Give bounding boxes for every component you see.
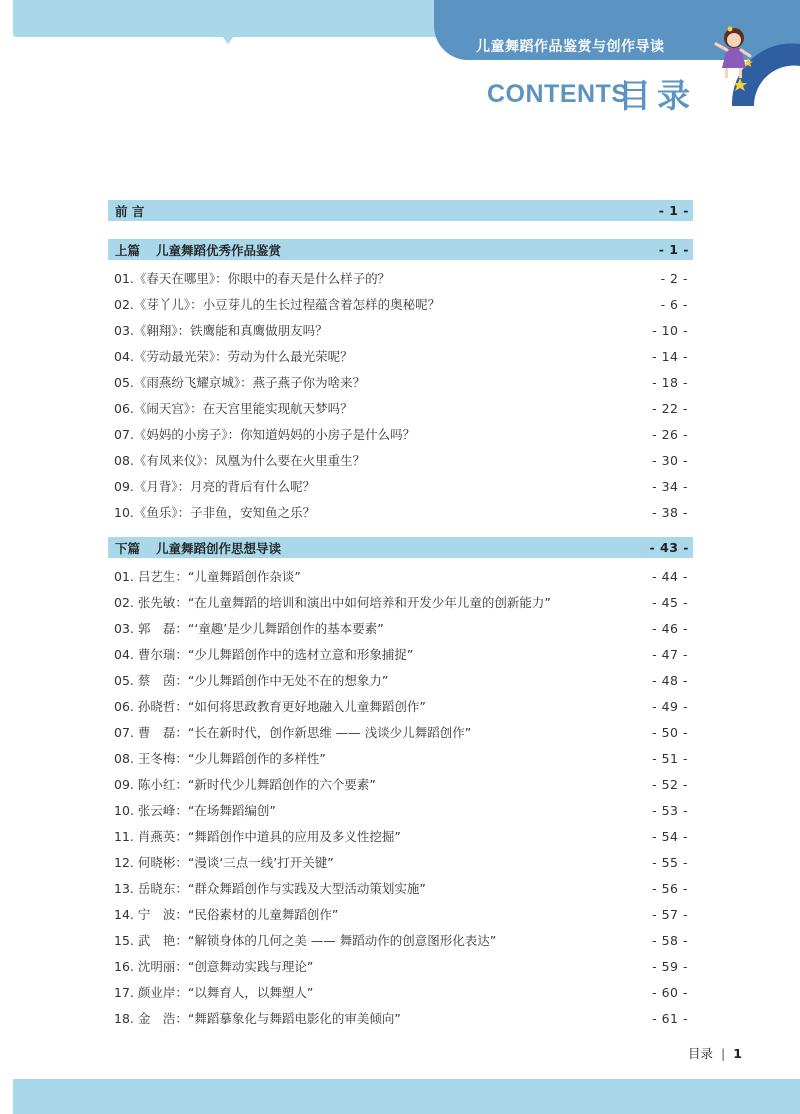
toc-entry-title: 02.《芽丫儿》：小豆芽儿的生长过程蕴含着怎样的奥秘呢？ [114, 297, 441, 312]
toc-preface-label: 前 言 [115, 203, 145, 219]
toc-entry-title: 04.《劳动最光荣》：劳动为什么最光荣呢？ [114, 349, 353, 364]
toc-entry-page: - 55 - [652, 854, 688, 870]
toc-entry[interactable] [108, 317, 693, 343]
toc-entry-title: 16. 沈明丽：“创意舞动实践与理论” [114, 959, 314, 974]
toc-preface-row[interactable] [108, 200, 693, 221]
toc-entry-page: - 60 - [652, 984, 688, 1000]
toc-entry-title: 05. 蔡 茵：“少儿舞蹈创作中无处不在的想象力” [114, 673, 389, 688]
page-footer [688, 1044, 742, 1062]
toc-entry[interactable] [108, 771, 693, 797]
toc-entry-page: - 54 - [652, 828, 688, 844]
toc-entry[interactable] [108, 589, 693, 615]
toc-entry[interactable] [108, 369, 693, 395]
toc-entry-title: 07. 曹 磊：“长在新时代，创作新思维 —— 浅谈少儿舞蹈创作” [114, 725, 472, 740]
toc-entry-title: 01.《春天在哪里》：你眼中的春天是什么样子的？ [114, 271, 391, 286]
toc-entry[interactable] [108, 563, 693, 589]
toc-entry-page: - 6 - [660, 296, 688, 312]
toc-entry[interactable] [108, 447, 693, 473]
toc-entry-title: 08. 王冬梅：“少儿舞蹈创作的多样性” [114, 751, 326, 766]
toc-entry-title: 17. 颜业岸：“以舞育人，以舞塑人” [114, 985, 314, 1000]
toc-part2-page: - 43 - [649, 540, 689, 555]
rainbow-girl-illustration [710, 26, 800, 106]
toc-entry-title: 06.《闹天宫》：在天宫里能实现航天梦吗？ [114, 401, 353, 416]
toc-part2-header[interactable] [108, 537, 693, 558]
toc-part1-page: - 1 - [658, 242, 689, 257]
toc-entry-page: - 30 - [652, 452, 688, 468]
footer-page-number: 1 [733, 1046, 742, 1061]
toc-entry-page: - 57 - [652, 906, 688, 922]
toc-entry-title: 14. 宁 波：“民俗素材的儿童舞蹈创作” [114, 907, 339, 922]
toc-entry-page: - 34 - [652, 478, 688, 494]
toc-entry-page: - 26 - [652, 426, 688, 442]
toc-entry-page: - 14 - [652, 348, 688, 364]
toc-entry-title: 09.《月背》：月亮的背后有什么呢？ [114, 479, 316, 494]
toc-entry-title: 08.《有凤来仪》：凤凰为什么要在火里重生？ [114, 453, 366, 468]
toc-entry[interactable] [108, 745, 693, 771]
toc-part2-title: 儿童舞蹈创作思想导读 [156, 540, 282, 556]
toc-part1-header[interactable] [108, 239, 693, 260]
toc-entry[interactable] [108, 421, 693, 447]
toc-entry-page: - 56 - [652, 880, 688, 896]
toc-entry-title: 03.《翱翔》：铁鹰能和真鹰做朋友吗？ [114, 323, 328, 338]
toc-entry-page: - 50 - [652, 724, 688, 740]
toc-part1-prefix: 上篇 [115, 242, 141, 258]
toc-entry-page: - 44 - [652, 568, 688, 584]
table-of-contents [108, 200, 693, 1031]
toc-entry-page: - 49 - [652, 698, 688, 714]
toc-entry[interactable] [108, 615, 693, 641]
toc-entry-title: 10. 张云峰：“在场舞蹈编创” [114, 803, 276, 818]
toc-entry-title: 13. 岳晓东：“群众舞蹈创作与实践及大型活动策划实施” [114, 881, 426, 896]
toc-entry[interactable] [108, 719, 693, 745]
toc-entry-page: - 45 - [652, 594, 688, 610]
toc-entry[interactable] [108, 979, 693, 1005]
toc-part1-title: 儿童舞蹈优秀作品鉴赏 [156, 242, 282, 258]
toc-entry[interactable] [108, 499, 693, 525]
toc-entry-title: 10.《鱼乐》：子非鱼，安知鱼之乐？ [114, 505, 316, 520]
toc-entry-page: - 47 - [652, 646, 688, 662]
toc-entry-page: - 46 - [652, 620, 688, 636]
toc-entry[interactable] [108, 927, 693, 953]
toc-entry[interactable] [108, 473, 693, 499]
toc-entry-title: 05.《雨燕纷飞耀京城》：燕子燕子你为啥来？ [114, 375, 366, 390]
toc-entry[interactable] [108, 875, 693, 901]
toc-entry-title: 09. 陈小红：“新时代少儿舞蹈创作的六个要素” [114, 777, 376, 792]
toc-entry-title: 03. 郭 磊：“‘童趣’是少儿舞蹈创作的基本要素” [114, 621, 384, 636]
toc-entry[interactable] [108, 901, 693, 927]
contents-heading-zh: 目录 [618, 76, 696, 115]
book-title: 儿童舞蹈作品鉴赏与创作导读 [476, 39, 665, 55]
toc-entry-page: - 58 - [652, 932, 688, 948]
toc-entry-title: 15. 武 艳：“解锁身体的几何之美 —— 舞蹈动作的创意图形化表达” [114, 933, 497, 948]
toc-preface-page: - 1 - [658, 203, 689, 218]
footer-separator: | [721, 1046, 726, 1061]
toc-entry-page: - 61 - [652, 1010, 688, 1026]
toc-entry[interactable] [108, 343, 693, 369]
toc-entry-page: - 52 - [652, 776, 688, 792]
toc-entry-title: 11. 肖燕英：“舞蹈创作中道具的应用及多义性挖掘” [114, 829, 401, 844]
contents-heading-en: CONTENTS [487, 80, 629, 108]
toc-entry[interactable] [108, 693, 693, 719]
toc-entry-page: - 53 - [652, 802, 688, 818]
toc-entry-title: 01. 吕艺生：“儿童舞蹈创作杂谈” [114, 569, 301, 584]
footer-band [13, 1079, 800, 1114]
toc-entry-title: 07.《妈妈的小房子》：你知道妈妈的小房子是什么吗？ [114, 427, 416, 442]
toc-entry-page: - 2 - [660, 270, 688, 286]
toc-entry-page: - 10 - [652, 322, 688, 338]
toc-entry-page: - 48 - [652, 672, 688, 688]
toc-entry[interactable] [108, 849, 693, 875]
header-notch [222, 36, 234, 44]
toc-entry-title: 06. 孙晓哲：“如何将思政教育更好地融入儿童舞蹈创作” [114, 699, 426, 714]
toc-entry[interactable] [108, 291, 693, 317]
toc-entry[interactable] [108, 265, 693, 291]
toc-entry[interactable] [108, 641, 693, 667]
toc-entry[interactable] [108, 1005, 693, 1031]
toc-entry-page: - 18 - [652, 374, 688, 390]
toc-entry[interactable] [108, 823, 693, 849]
toc-entry[interactable] [108, 953, 693, 979]
toc-entry[interactable] [108, 667, 693, 693]
toc-entry-title: 02. 张先敏：“在儿童舞蹈的培训和演出中如何培养和开发少年儿童的创新能力” [114, 595, 551, 610]
toc-entry-page: - 59 - [652, 958, 688, 974]
toc-entry[interactable] [108, 395, 693, 421]
toc-entry-title: 12. 何晓彬：“漫谈‘三点一线’打开关键” [114, 855, 334, 870]
toc-entry-page: - 51 - [652, 750, 688, 766]
toc-entry-title: 18. 金 浩：“舞蹈摹象化与舞蹈电影化的审美倾向” [114, 1011, 401, 1026]
toc-entry-page: - 38 - [652, 504, 688, 520]
footer-section-label: 目录 [688, 1046, 714, 1061]
toc-entry-title: 04. 曹尔瑞：“少儿舞蹈创作中的选材立意和形象捕捉” [114, 647, 414, 662]
toc-entry-page: - 22 - [652, 400, 688, 416]
toc-part2-prefix: 下篇 [115, 540, 141, 556]
toc-entry[interactable] [108, 797, 693, 823]
